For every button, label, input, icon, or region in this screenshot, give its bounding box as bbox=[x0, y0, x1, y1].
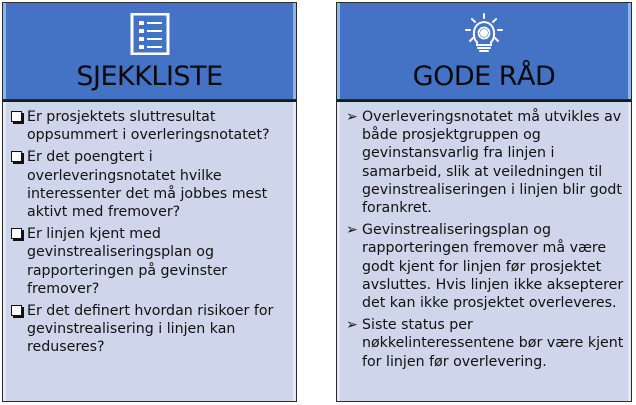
arrow-bullet-icon: ➢ bbox=[346, 222, 358, 239]
advice-title: GODE RÅD bbox=[412, 61, 556, 92]
checklist-item: Er linjen kjent med gevinstrealiseringsplan og rapporteringen på gevinster fremover? bbox=[11, 225, 290, 298]
advice-item: ➢ Gevinstrealiseringsplan og rapporteringen fremover må være godt kjent for linjen før prosjektet avsluttes. Hvis linjen ikke aksepterer det kan ikke prosjektet overleveres. bbox=[346, 222, 624, 312]
lightbulb-gear-icon bbox=[464, 13, 504, 55]
checkbox-icon bbox=[11, 151, 22, 162]
checklist-body bbox=[2, 100, 297, 402]
checklist-header bbox=[2, 2, 297, 100]
checklist-item: Er det poengtert i overleveringsnotatet hvilke interessenter det må jobbes mest aktivt med fremover? bbox=[11, 148, 290, 221]
checklist-panel bbox=[2, 2, 297, 402]
advice-body bbox=[336, 100, 632, 402]
advice-list bbox=[337, 102, 631, 371]
arrow-bullet-icon: ➢ bbox=[346, 109, 358, 125]
advice-item: ➢ Siste status per nøkkelinteressentene bør være kjent for linjen før overlevering. bbox=[346, 317, 624, 370]
advice-panel bbox=[336, 2, 632, 402]
checklist-item: Er prosjektets sluttresultat oppsummert i overleringsnotatet? bbox=[11, 108, 290, 144]
checklist-item: Er det definert hvordan risikoer for gevinstrealisering i linjen kan reduseres? bbox=[11, 302, 290, 357]
checklist-list bbox=[3, 102, 296, 357]
arrow-bullet-icon: ➢ bbox=[346, 317, 358, 334]
checkbox-icon bbox=[11, 305, 22, 316]
checkbox-icon bbox=[11, 111, 22, 122]
checkbox-icon bbox=[11, 228, 22, 239]
checklist-title: SJEKKLISTE bbox=[76, 61, 223, 92]
checklist-icon bbox=[130, 13, 170, 55]
advice-item: ➢ Overleveringsnotatet må utvikles av både prosjektgruppen og gevinstansvarlig fra linjen i samarbeid, slik at veiledningen til gevinstrealiseringen i linjen blir godt forankret. bbox=[346, 109, 622, 217]
advice-header bbox=[336, 2, 632, 100]
